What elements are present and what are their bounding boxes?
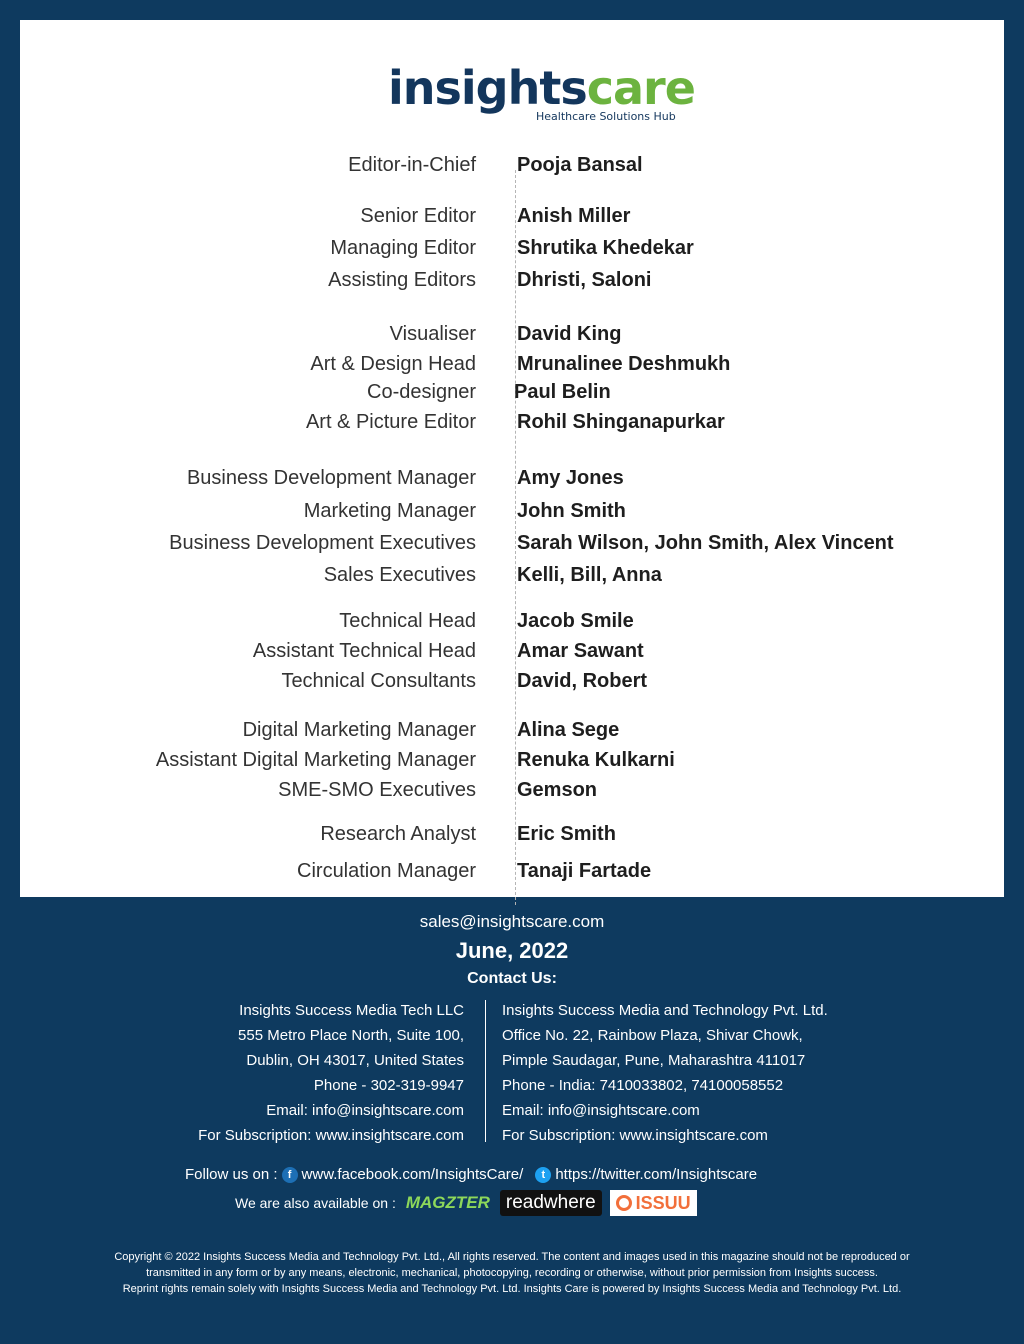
person-name: Amar Sawant [517, 640, 644, 662]
role-label: Editor-in-Chief [348, 154, 476, 176]
insightscare-logo [388, 60, 695, 130]
masthead-row [20, 667, 1004, 695]
person-name: Eric Smith [517, 823, 616, 845]
masthead-row [20, 408, 1004, 436]
india-office-block [502, 998, 828, 1148]
masthead-row [20, 464, 1004, 492]
role-label: Assistant Technical Head [252, 640, 476, 662]
role-label: Digital Marketing Manager [242, 719, 476, 741]
person-name: Sarah Wilson, John Smith, Alex Vincent [517, 532, 894, 554]
magzter-logo[interactable]: MAGZTER [405, 1193, 490, 1212]
india-office-subscription[interactable]: For Subscription: www.insightscare.com [502, 1127, 768, 1144]
logo-tagline: Healthcare Solutions Hub [536, 110, 676, 123]
person-name: Alina Sege [517, 719, 620, 741]
person-name: Dhristi, Saloni [517, 269, 652, 291]
masthead-row [20, 378, 1004, 406]
role-label: Marketing Manager [303, 500, 476, 522]
available-on-row [235, 1190, 697, 1216]
masthead-row [20, 497, 1004, 525]
role-label: Business Development Executives [169, 532, 476, 554]
available-label: We are also available on : [235, 1195, 396, 1211]
issuu-mark-icon [616, 1195, 632, 1211]
issuu-text: ISSUU [635, 1192, 691, 1213]
masthead-row [20, 266, 1004, 294]
us-office-subscription[interactable]: For Subscription: www.insightscare.com [198, 1127, 464, 1144]
role-label: Sales Executives [323, 564, 476, 586]
us-office-line: 555 Metro Place North, Suite 100, [238, 1027, 464, 1044]
masthead-card [20, 20, 1004, 897]
role-label: Managing Editor [330, 237, 476, 259]
india-office-line: Office No. 22, Rainbow Plaza, Shivar Chowk, [502, 1027, 803, 1044]
issue-date: June, 2022 [455, 938, 569, 963]
facebook-icon: f [282, 1167, 298, 1183]
us-office-email[interactable]: Email: info@insightscare.com [266, 1102, 464, 1119]
masthead-row [20, 561, 1004, 589]
person-name: Shrutika Khedekar [517, 237, 694, 259]
person-name: Anish Miller [517, 205, 631, 227]
role-label: SME-SMO Executives [278, 779, 476, 801]
copyright-line: Reprint rights remain solely with Insights Success Media and Technology Pvt. Ltd. Insights Care is powered by Insights Success Media and Technology Pvt. Ltd. [122, 1283, 902, 1295]
person-name: Jacob Smile [517, 610, 634, 632]
twitter-link[interactable]: https://twitter.com/Insightscare [555, 1166, 758, 1183]
masthead-row [20, 820, 1004, 848]
role-label: Co-designer [367, 381, 476, 403]
masthead-row [20, 529, 1004, 557]
india-office-line: Pimple Saudagar, Pune, Maharashtra 411017 [502, 1052, 806, 1069]
role-label: Assisting Editors [328, 269, 476, 291]
follow-us-row [185, 1166, 757, 1183]
facebook-link[interactable]: www.facebook.com/InsightsCare/ [301, 1166, 524, 1183]
role-label: Circulation Manager [297, 860, 476, 882]
readwhere-logo[interactable]: readwhere [500, 1190, 602, 1216]
india-office-email[interactable]: Email: info@insightscare.com [502, 1102, 700, 1119]
masthead-row [20, 151, 1004, 179]
role-label: Business Development Manager [186, 467, 476, 489]
us-office-line: Phone - 302-319-9947 [313, 1077, 464, 1094]
logo-word-part1: insights [388, 61, 587, 115]
us-office-block [198, 998, 464, 1148]
role-label: Research Analyst [320, 823, 476, 845]
issuu-logo[interactable] [610, 1190, 697, 1216]
masthead-row [20, 607, 1004, 635]
person-name: Gemson [517, 779, 598, 801]
follow-label: Follow us on : [185, 1166, 278, 1183]
masthead-row [20, 776, 1004, 804]
contact-divider [485, 1000, 486, 1142]
role-label: Technical Head [339, 610, 476, 632]
person-name: David King [517, 323, 622, 345]
masthead-row [20, 202, 1004, 230]
masthead-row [20, 350, 1004, 378]
contact-heading: Contact Us: [467, 970, 557, 987]
us-office-line: Dublin, OH 43017, United States [246, 1052, 464, 1069]
india-office-line: Phone - India: 7410033802, 74100058552 [502, 1077, 784, 1094]
india-office-line: Insights Success Media and Technology Pvt. Ltd. [502, 1002, 828, 1019]
sales-email[interactable]: sales@insightscare.com [419, 912, 605, 931]
masthead-row [20, 320, 1004, 348]
person-name: Renuka Kulkarni [517, 749, 675, 771]
person-name: Tanaji Fartade [517, 860, 652, 882]
person-name: Amy Jones [517, 467, 624, 489]
role-label: Senior Editor [360, 205, 476, 227]
role-label: Art & Design Head [310, 353, 476, 375]
copyright-notice [0, 1249, 1024, 1297]
role-label: Technical Consultants [281, 670, 476, 692]
person-name: David, Robert [517, 670, 648, 692]
masthead-row [20, 857, 1004, 885]
role-label: Art & Picture Editor [305, 411, 476, 433]
us-office-line: Insights Success Media Tech LLC [239, 1002, 464, 1019]
person-name: Kelli, Bill, Anna [517, 564, 662, 586]
copyright-line: transmitted in any form or by any means, electronic, mechanical, photocopying, recording or otherwise, without prior permission from Insights success. [146, 1267, 878, 1279]
person-name: Paul Belin [514, 381, 611, 403]
masthead-row [20, 234, 1004, 262]
logo-word-part2: care [586, 61, 695, 115]
masthead-row [20, 746, 1004, 774]
role-label: Assistant Digital Marketing Manager [155, 749, 476, 771]
person-name: Mrunalinee Deshmukh [517, 353, 731, 375]
twitter-icon: t [535, 1167, 551, 1183]
person-name: Rohil Shinganapurkar [517, 411, 725, 433]
masthead-row [20, 716, 1004, 744]
masthead-row [20, 637, 1004, 665]
person-name: Pooja Bansal [517, 154, 643, 176]
person-name: John Smith [517, 500, 626, 522]
role-label: Visualiser [389, 323, 476, 345]
copyright-line: Copyright © 2022 Insights Success Media and Technology Pvt. Ltd., All rights reserved. The content and images used in this magazine should not be reproduced or [114, 1251, 910, 1263]
